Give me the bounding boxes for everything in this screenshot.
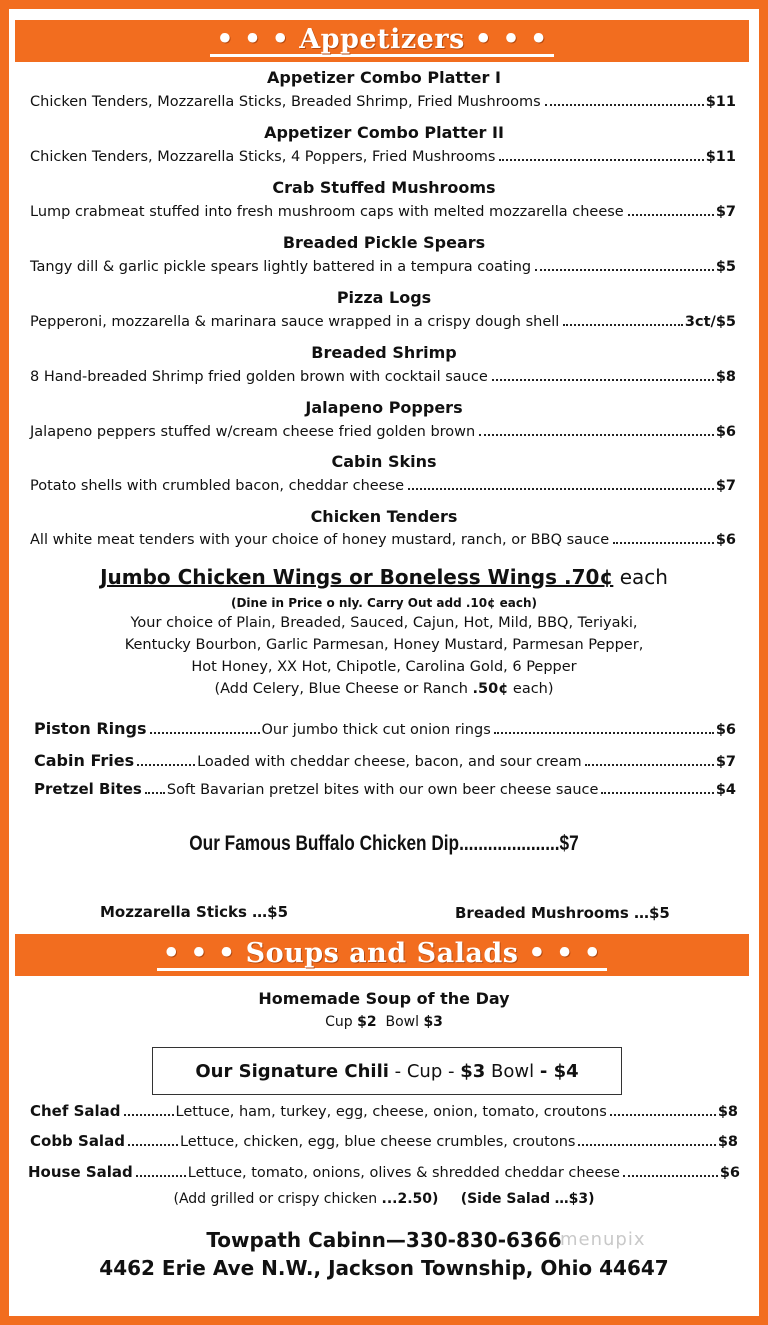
leader-dots [628,213,714,216]
leader-dots [563,323,683,326]
wings-heading [0,565,768,589]
leader-dots [601,791,713,794]
soup-prices [0,1014,768,1030]
salad-name: Cobb Salad [30,1132,125,1150]
salad-name: House Salad [28,1163,133,1181]
soup-cup-label: Cup [325,1014,353,1030]
appetizer-desc: Pepperoni, mozzarella & marinara sauce wrapped in a crispy dough shell [30,314,560,330]
soup-bowl-price: $3 [423,1014,443,1030]
soup-cup-price: $2 [357,1014,377,1030]
salad-price: $8 [717,1104,738,1120]
appetizer-price: $11 [705,94,736,110]
salad-item [30,1102,738,1120]
leader-dots [128,1143,178,1146]
appetizer-line [30,369,736,385]
salad-price: $6 [719,1165,740,1181]
leader-dots [613,541,714,544]
side-price: $6 [715,722,736,738]
appetizer-price: $6 [715,532,736,548]
appetizers-title: • • • Appetizers • • • [210,25,554,58]
appetizer-desc: All white meat tenders with your choice of honey mustard, ranch, or BBQ sauce [30,532,610,548]
appetizer-line [30,149,736,165]
appetizer-name: Breaded Pickle Spears [282,233,486,252]
side-desc: Soft Bavarian pretzel bites with our own beer cheese sauce [166,782,599,798]
chicken-addon-label: (Add grilled or crispy chicken [173,1191,378,1207]
appetizer-name: Chicken Tenders [310,507,458,526]
salad-addons [0,1191,768,1207]
salad-price: $8 [717,1134,738,1150]
appetizer-desc: Chicken Tenders, Mozzarella Sticks, 4 Poppers, Fried Mushrooms [30,149,496,165]
mozzarella-sticks-extra: Mozzarella Sticks …$5 [100,903,289,921]
appetizer-desc: Tangy dill & garlic pickle spears lightly battered in a tempura coating [30,259,532,275]
leader-dots [492,378,714,381]
salad-desc: Lettuce, tomato, onions, olives & shredded cheddar cheese [187,1165,620,1181]
appetizer-desc: Jalapeno peppers stuffed w/cream cheese fried golden brown [30,424,476,440]
appetizer-line [30,532,736,548]
wings-addon-line [0,681,768,697]
appetizer-desc: Lump crabmeat stuffed into fresh mushroom caps with melted mozzarella cheese [30,204,624,220]
soup-name: Homemade Soup of the Day [258,989,510,1008]
chili-bowl-price: - $4 [539,1060,579,1082]
leader-dots [479,433,714,436]
salad-desc: Lettuce, chicken, egg, blue cheese crumbles, croutons [179,1134,576,1150]
leader-dots [136,1174,186,1177]
side-name: Cabin Fries [34,751,135,770]
wings-addon-text: (Add Celery, Blue Cheese or Ranch [214,681,468,697]
wings-flavors-line: Kentucky Bourbon, Garlic Parmesan, Honey Mustard, Parmesan Pepper, [124,637,644,653]
leader-dots [578,1143,715,1146]
appetizer-desc: 8 Hand-breaded Shrimp fried golden brown with cocktail sauce [30,369,488,385]
appetizer-price: 3ct/$5 [684,314,736,330]
wings-title: Jumbo Chicken Wings or Boneless Wings .70¢ [100,565,614,589]
chili-bowl-label: Bowl [491,1060,535,1082]
watermark: menupix [560,1229,646,1250]
appetizer-desc: Chicken Tenders, Mozzarella Sticks, Breaded Shrimp, Fried Mushrooms [30,94,541,110]
leader-dots [499,158,703,161]
side-item [34,719,736,738]
signature-chili-box [152,1047,622,1095]
wings-flavors-line: Hot Honey, XX Hot, Chipotle, Carolina Gold, 6 Pepper [191,659,577,675]
leader-dots [623,1174,718,1177]
appetizer-price: $5 [715,259,736,275]
breaded-mushrooms-extra: Breaded Mushrooms …$5 [455,904,670,922]
side-item [34,751,736,770]
leader-dots [137,763,195,766]
leader-dots [408,487,714,490]
appetizer-price: $11 [705,149,736,165]
appetizer-price: $7 [715,204,736,220]
salad-item [28,1163,740,1181]
wings-flavors-line: Your choice of Plain, Breaded, Sauced, Cajun, Hot, Mild, BBQ, Teriyaki, [130,615,638,631]
salad-desc: Lettuce, ham, turkey, egg, cheese, onion, tomato, croutons [175,1104,607,1120]
side-item [34,780,736,798]
side-salad-price: …$3) [554,1191,595,1207]
leader-dots: ..................... [459,832,560,855]
leader-dots [585,763,714,766]
restaurant-address: 4462 Erie Ave N.W., Jackson Township, Ohio 44647 [99,1256,669,1280]
appetizer-name: Jalapeno Poppers [305,398,463,417]
soups-salads-banner [15,934,749,976]
appetizer-line [30,204,736,220]
appetizer-name: Appetizer Combo Platter II [264,123,504,142]
appetizer-line [30,259,736,275]
restaurant-name-phone: Towpath Cabinn—330-830-6366 [206,1228,562,1252]
leader-dots [535,268,714,271]
salad-name: Chef Salad [30,1102,121,1120]
appetizer-name: Appetizer Combo Platter I [267,68,501,87]
chili-cup-price: $3 [460,1060,486,1082]
side-name: Piston Rings [34,719,147,738]
appetizer-price: $7 [715,478,736,494]
leader-dots [494,731,714,734]
appetizer-name: Pizza Logs [336,288,432,307]
appetizer-line [30,424,736,440]
leader-dots [610,1113,716,1116]
side-price: $4 [715,782,736,798]
chili-cup-label: - Cup - [394,1060,455,1082]
soup-bowl-label: Bowl [385,1014,419,1030]
chili-name: Our Signature Chili [195,1060,389,1082]
side-salad-label: (Side Salad [460,1191,551,1207]
side-desc: Our jumbo thick cut onion rings [261,722,491,738]
appetizer-line [30,478,736,494]
appetizer-name: Cabin Skins [331,452,437,471]
chicken-addon-price: ...2.50) [381,1191,439,1207]
wings-each: each [619,565,668,589]
appetizer-line [30,94,736,110]
soups-salads-title: • • • Soups and Salads • • • [157,939,608,972]
dip-name: Our Famous Buffalo Chicken Dip [189,832,460,855]
dip-price: $7 [559,832,579,855]
leader-dots [150,731,260,734]
side-desc: Loaded with cheddar cheese, bacon, and sour cream [197,754,582,770]
appetizer-price: $8 [715,369,736,385]
appetizer-price: $6 [715,424,736,440]
leader-dots [124,1113,174,1116]
side-price: $7 [715,754,736,770]
leader-dots [145,791,165,794]
appetizer-name: Crab Stuffed Mushrooms [272,178,496,197]
wings-addon-price: .50¢ [472,681,509,697]
buffalo-dip-line [69,832,699,856]
wings-addon-each: each) [512,681,554,697]
side-name: Pretzel Bites [34,780,142,798]
appetizer-line [30,314,736,330]
appetizer-desc: Potato shells with crumbled bacon, cheddar cheese [30,478,405,494]
appetizer-name: Breaded Shrimp [311,343,457,362]
appetizers-banner [15,20,749,62]
leader-dots [545,103,704,106]
wings-dine-in-note: (Dine in Price o nly. Carry Out add .10¢ each) [230,596,538,610]
salad-item [30,1132,738,1150]
